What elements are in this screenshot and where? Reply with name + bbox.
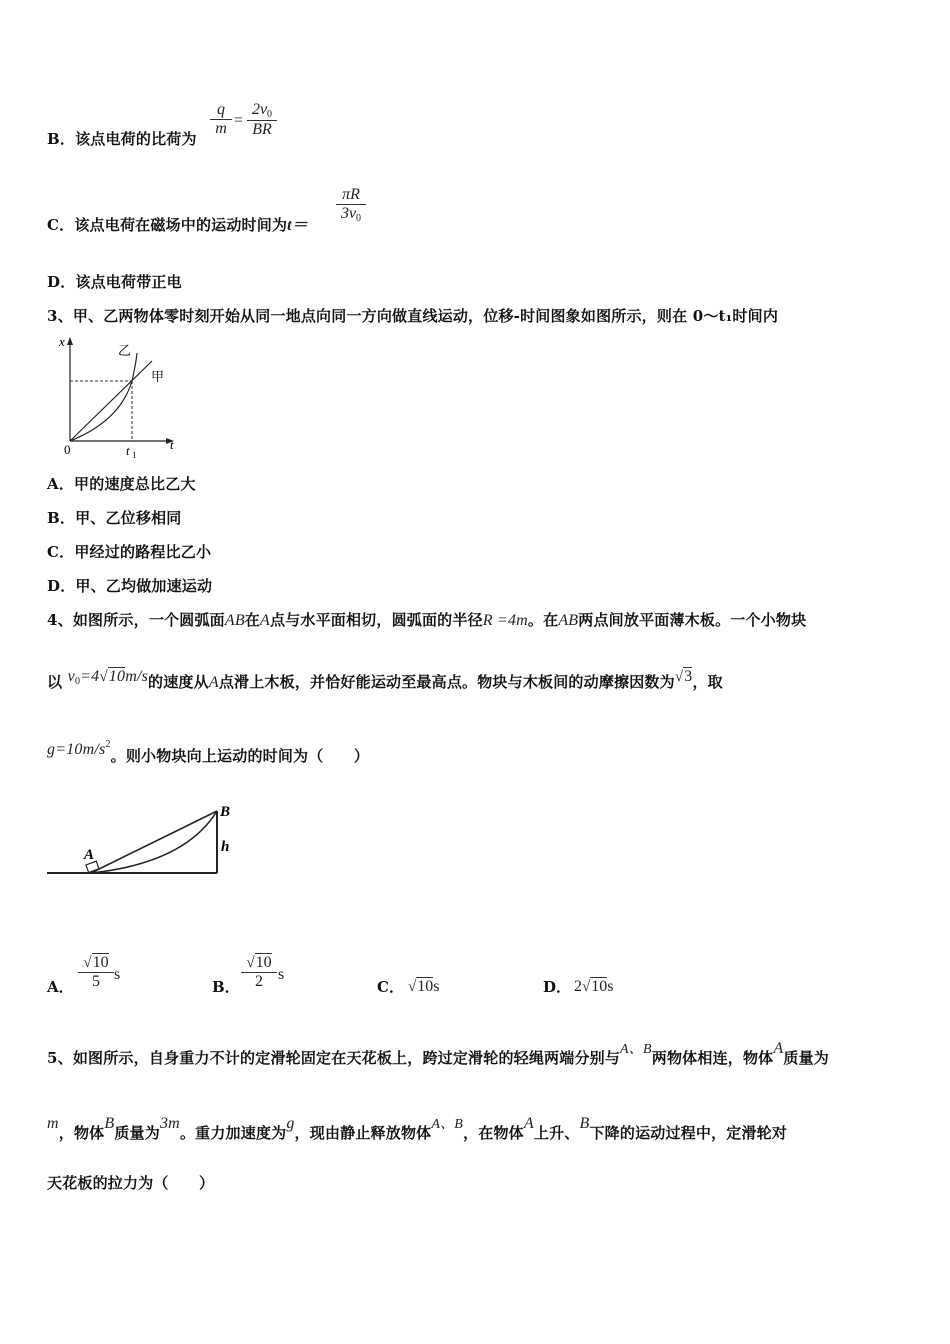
q4-option-c-value: √10s	[408, 978, 440, 995]
q4-option-a-label: A．	[47, 978, 74, 996]
q4-option-a-den: 5	[92, 973, 100, 990]
q4-line1-c: 点与水平面相切，圆弧面的半径	[269, 611, 483, 629]
q4-mu: √3	[674, 668, 693, 685]
q2-c-frac	[336, 186, 366, 224]
q3-label-t: t	[170, 437, 174, 452]
q4-label-b: B	[220, 804, 231, 820]
q5-a-1: A	[773, 1040, 784, 1057]
q4-line2-b: 的速度从	[148, 673, 209, 691]
q2-b-equals: =	[234, 112, 244, 129]
q5-b-2: B	[579, 1115, 590, 1132]
q4-option-c-sqrt: 10	[417, 978, 434, 995]
q4-mu-sqrt: 3	[684, 668, 693, 685]
q4-option-b-den: 2	[255, 973, 263, 990]
q4-line1-b: 在	[244, 611, 260, 629]
q2-option-b-label: B．该点电荷的比荷为	[47, 130, 197, 148]
q2-b-rhs-den: BR	[252, 121, 272, 138]
q5-line2-d: ，现由静止释放物体	[294, 1124, 432, 1142]
q5-line2-g: 下降的运动过程中，定滑轮对	[589, 1124, 788, 1142]
q2-b-rhs-num: 2v	[251, 101, 268, 118]
q2-c-t-eq: t＝	[287, 217, 308, 234]
q5-b-1: B	[104, 1115, 115, 1132]
q3-option-b	[47, 507, 181, 528]
q2-option-c-label: C．该点电荷在磁场中的运动时间为	[47, 216, 288, 234]
q3-xt-graph	[50, 333, 190, 463]
q5-ab-1: A、B	[620, 1042, 652, 1057]
q4-line1-e: 两点间放平面薄木板。一个小物块	[578, 611, 807, 629]
q4-stem-line1	[47, 609, 806, 630]
q4-incline-figure	[45, 797, 245, 882]
q4-option-b-label: B．	[212, 978, 240, 996]
q4-ab-2: AB	[558, 612, 579, 629]
q5-m: m	[47, 1115, 59, 1132]
q4-radius: R =4m	[482, 612, 528, 629]
q4-board	[91, 811, 217, 873]
q4-option-d-value: 2√10s	[574, 978, 614, 995]
q4-option-a-num: 10	[92, 954, 109, 971]
q4-v0: v	[67, 668, 75, 685]
q2-c-num: πR	[342, 186, 360, 203]
q4-line2-c: 点滑上木板，并恰好能运动至最高点。物块与木板间的动摩擦因数为	[218, 673, 675, 691]
q5-stem-line3	[47, 1172, 214, 1193]
q5-line3: 天花板的拉力为（ ）	[47, 1174, 215, 1192]
q4-a-2: A	[208, 674, 219, 691]
q5-stem-line1	[47, 1040, 829, 1068]
q3-label-jia: 甲	[151, 369, 165, 384]
q3-option-b-text: B．甲、乙位移相同	[47, 509, 182, 527]
q4-v0-sub: 0	[74, 676, 81, 687]
q4-option-c-unit: s	[433, 978, 440, 995]
q3-stem-text: 3、甲、乙两物体零时刻开始从同一地点向同一方向做直线运动，位移-时间图象如图所示，则在 0～t₁时间内	[47, 307, 779, 325]
q5-line1-b: 两物体相连，物体	[651, 1049, 774, 1067]
q3-line-jia	[70, 361, 152, 441]
q4-option-a-frac: √10 5	[78, 954, 114, 991]
q2-option-b	[47, 128, 197, 149]
q4-line1-a: 4、如图所示，一个圆弧面	[47, 611, 225, 629]
q2-b-frac-num: q	[217, 101, 225, 118]
q4-option-b-frac: √10 2	[241, 954, 277, 991]
q4-option-d-coef: 2	[574, 978, 582, 995]
q5-line2-a: ，物体	[58, 1124, 105, 1142]
q4-line2-a: 以	[47, 673, 63, 691]
q4-v0-sqrt: 10	[108, 668, 126, 685]
q5-line1-c: 质量为	[783, 1049, 829, 1067]
q4-option-d-sqrt: 10	[591, 978, 608, 995]
q3-label-t1-sub: 1	[132, 450, 137, 460]
q5-line2-b: 质量为	[114, 1124, 160, 1142]
q2-option-d	[47, 271, 182, 292]
q4-label-a: A	[84, 847, 95, 863]
q3-label-t1: t	[126, 443, 130, 458]
q4-v0-unit: m/s	[125, 668, 149, 685]
q5-line2-c: 。重力加速度为	[179, 1124, 287, 1142]
q4-line1-d: 。在	[527, 611, 559, 629]
q2-option-d-label: D．该点电荷带正电	[47, 273, 182, 291]
q3-option-a	[47, 473, 196, 494]
q3-label-yi: 乙	[118, 343, 132, 358]
q5-line1-a: 5、如图所示，自身重力不计的定滑轮固定在天花板上，跨过定滑轮的轻绳两端分别与	[47, 1049, 621, 1067]
q3-option-d	[47, 575, 212, 596]
q5-a-2: A	[523, 1115, 534, 1132]
q4-g: g	[47, 741, 56, 758]
q4-stem-line3	[47, 739, 370, 766]
q4-a-1: A	[260, 612, 270, 629]
q5-g: g	[286, 1115, 295, 1132]
q4-option-d-label: D．	[543, 978, 572, 996]
q2-b-frac-rhs	[247, 101, 277, 139]
q2-b-frac-q-m	[210, 101, 232, 138]
q3-label-origin: 0	[64, 442, 71, 457]
q3-option-c-text: C．甲经过的路程比乙小	[47, 543, 212, 561]
q4-option-c-label: C．	[377, 978, 404, 996]
q5-3m: 3m	[159, 1115, 180, 1132]
q3-label-x: x	[59, 334, 65, 349]
q3-curve-yi	[70, 353, 137, 441]
q2-c-den-sub: 0	[356, 213, 362, 224]
q5-line2-f: 上升、	[533, 1124, 580, 1142]
q3-x-axis-arrow	[67, 337, 73, 345]
q5-ab-2: A、B	[431, 1117, 464, 1132]
q4-g-val: =10m/s	[55, 741, 106, 758]
q4-option-a-unit: s	[114, 966, 121, 983]
q4-label-h: h	[221, 839, 230, 855]
q3-option-c	[47, 541, 211, 562]
q2-c-den: 3v	[340, 205, 357, 222]
q4-option-d-unit: s	[607, 978, 614, 995]
q4-option-b-unit: s	[278, 966, 285, 983]
q4-v0-expr: $v_0=4√10m/s$	[67, 668, 149, 687]
q4-option-b-num: 10	[255, 954, 272, 971]
q3-option-a-text: A．甲的速度总比乙大	[47, 475, 196, 493]
q4-line2-d: ，取	[692, 673, 723, 691]
q2-option-c	[47, 212, 308, 235]
q2-b-rhs-sub: 0	[267, 109, 273, 120]
q4-ab-1: AB	[224, 612, 245, 629]
q5-line2-e: ，在物体	[463, 1124, 524, 1142]
q3-option-d-text: D．甲、乙均做加速运动	[47, 577, 213, 595]
q5-stem-line2	[47, 1115, 788, 1143]
q4-v0-val: =4	[80, 668, 100, 685]
q2-b-frac-den: m	[215, 120, 227, 137]
q4-stem-line2	[47, 668, 723, 693]
q4-line3-b: 。则小物块向上运动的时间为（ ）	[110, 747, 370, 765]
q3-stem	[47, 305, 778, 326]
q4-g-expr	[47, 741, 111, 758]
q4-g-sup: 2	[105, 739, 111, 750]
